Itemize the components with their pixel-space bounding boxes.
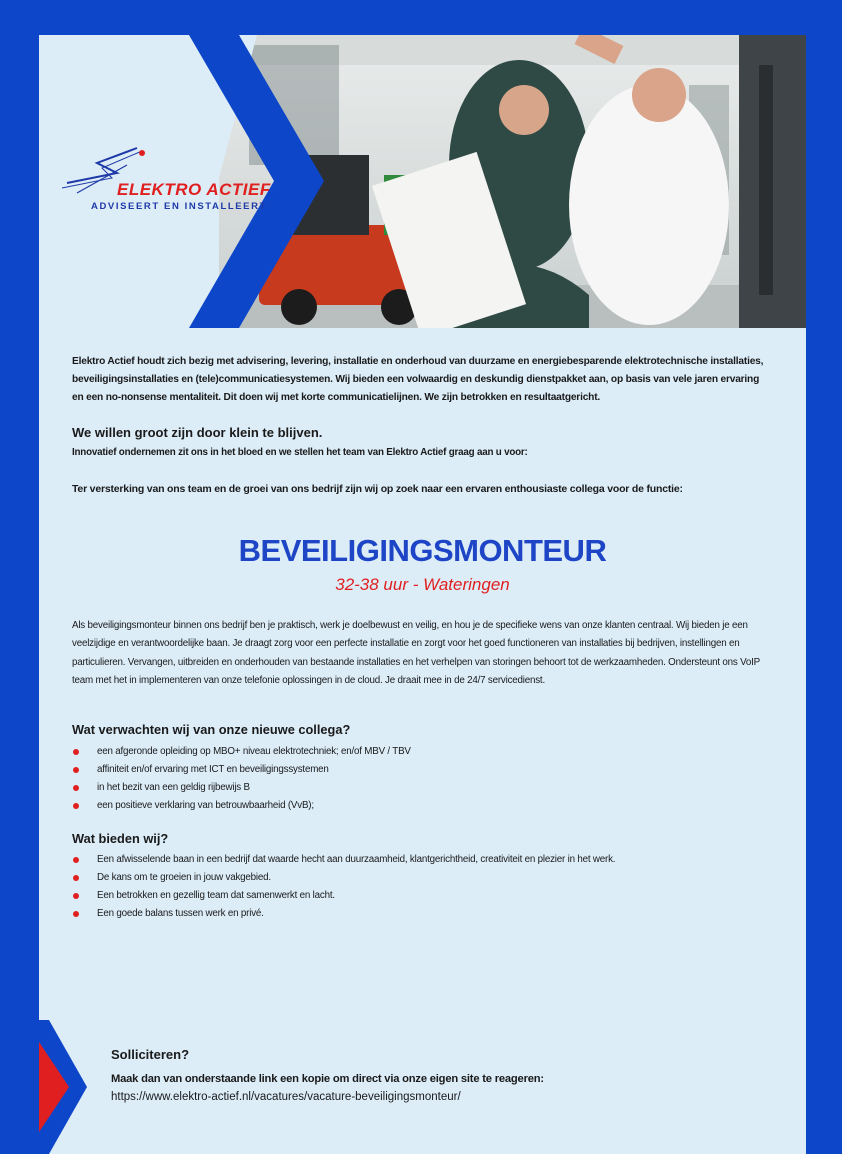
- intro-paragraph: Elektro Actief houdt zich bezig met advisering, levering, installatie en onderhoud van duurzame en energiebesparende elektrotechnische installaties, beveiligingsinstallaties en (tele)communicatiesystemen. Wij bieden een volwaardig en deskundig dienstpakket aan, op basis van vele jaren ervaring en een no-nonsense mentaliteit. Dit doen wij met korte communicatielijnen. We zijn betrokken en resultaatgericht.: [72, 356, 764, 403]
- offer-heading: Wat bieden wij?: [72, 831, 169, 846]
- logo-tagline: ADVISEERT EN INSTALLEERT: [91, 201, 267, 212]
- company-logo: [57, 143, 297, 213]
- job-title: BEVEILIGINGSMONTEUR: [238, 533, 607, 568]
- slogan: We willen groot zijn door klein te blijven.: [72, 425, 323, 440]
- search-line: Ter versterking van ons team en de groei van ons bedrijf zijn wij op zoek naar een ervaren enthousiaste collega voor de functie:: [72, 483, 683, 495]
- list-item: Een betrokken en gezellig team dat samenwerkt en lacht.: [72, 887, 615, 905]
- apply-heading: Solliciteren?: [111, 1047, 190, 1062]
- list-item: Een afwisselende baan in een bedrijf dat waarde hecht aan duurzaamheid, klantgerichtheid, creativiteit en plezier in het werk.: [72, 851, 615, 869]
- apply-chevron-icon: [39, 1020, 89, 1154]
- expectations-heading: Wat verwachten wij van onze nieuwe collega?: [72, 722, 351, 737]
- offer-list: [72, 851, 615, 923]
- job-description: Als beveiligingsmonteur binnen ons bedrijf ben je praktisch, werk je doelbewust en veilig, en hou je de specifieke wens van onze klanten centraal. Wij bieden je een veelzijdige en verantwoordelijke baan. Je draagt zorg voor een perfecte installatie en zorgt voor het goed functioneren van installaties bij bedrijven, instellingen en particulieren. Vervangen, uitbreiden en onderhouden van bestaande installaties en het verhelpen van storingen behoort tot de werkzaamheden. Ondersteunt ons VoIP team met het in implementeren van onze telefonie oplossingen in de cloud. Je draait mee in de 24/7 servicedienst.: [72, 620, 760, 686]
- sub-slogan: Innovatief ondernemen zit ons in het bloed en we stellen het team van Elektro Actief graag aan u voor:: [72, 447, 528, 458]
- list-item: De kans om te groeien in jouw vakgebied.: [72, 869, 615, 887]
- logo-name: ELEKTRO ACTIEF: [117, 180, 271, 199]
- job-hours-location: 32-38 uur - Wateringen: [335, 575, 510, 594]
- list-item: Een goede balans tussen werk en privé.: [72, 905, 615, 923]
- list-item: in het bezit van een geldig rijbewijs B: [72, 779, 411, 797]
- vacancy-sheet: [39, 35, 806, 1154]
- list-item: affiniteit en/of ervaring met ICT en beveiligingssystemen: [72, 761, 411, 779]
- apply-link[interactable]: https://www.elektro-actief.nl/vacatures/vacature-beveiligingsmonteur/: [111, 1091, 461, 1103]
- list-item: een positieve verklaring van betrouwbaarheid (VvB);: [72, 797, 411, 815]
- apply-text: Maak dan van onderstaande link een kopie om direct via onze eigen site te reageren:: [111, 1073, 544, 1085]
- list-item: een afgeronde opleiding op MBO+ niveau elektrotechniek; en/of MBV / TBV: [72, 743, 411, 761]
- expectations-list: [72, 743, 411, 815]
